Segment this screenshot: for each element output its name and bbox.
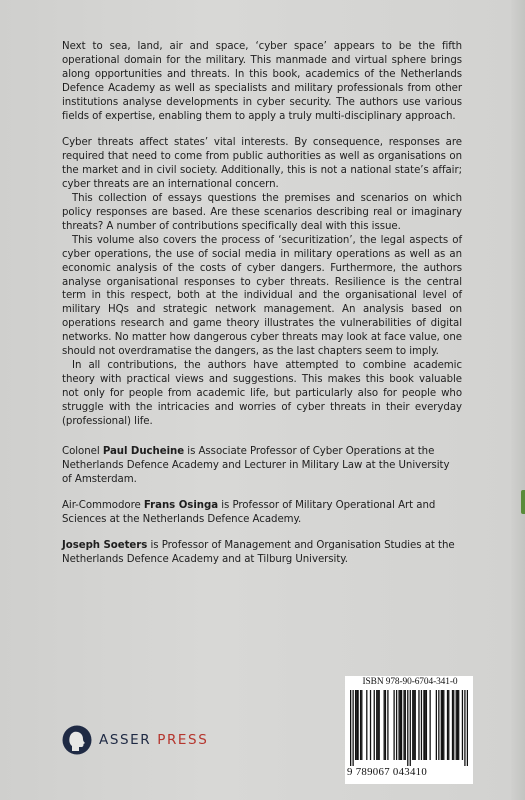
blurb-paragraph-4: This volume also covers the process of ‘securitization’, the legal aspects of cyber operations, the use of social media in military operations as well as an economic analysis of the costs of cyber dangers. Furthermore, the authors analyse organisational responses to cyber threats. Resilience is the central term in this respect, both at the individual and the organisational level of military HQs and strategic network management. An analysis based on operations research and game theory illustrates the vulnerabilities of digital networks. No matter how dangerous cyber threats may look at face value, one should not overdramatise the dangers, as the last chapters seem to imply. (62, 234, 462, 358)
barcode-bar (405, 690, 406, 760)
barcode-bar (356, 690, 357, 760)
barcode-bar (361, 690, 362, 760)
barcode-bar (366, 690, 367, 760)
isbn-label: ISBN 978-90-6704-341-0 (362, 677, 458, 687)
profile-head-logo-icon (62, 725, 92, 755)
barcode-bar (355, 690, 356, 760)
author-name: Joseph Soeters (62, 540, 148, 551)
barcode (350, 690, 468, 766)
barcode-bar (396, 690, 397, 760)
barcode-bar (423, 690, 424, 760)
author-bio-osinga (62, 499, 462, 527)
author-name: Paul Ducheine (102, 446, 185, 458)
barcode-bar (441, 690, 442, 760)
author-bio-ducheine (62, 445, 462, 487)
barcode-bar (379, 690, 380, 760)
barcode-bar (374, 690, 375, 760)
blurb-paragraph-1: Next to sea, land, air and space, ‘cyber space’ appears to be the fifth operational domain for the military. This manmade and virtual sphere brings along opportunities and threats. In this book, academics of the Netherlands Defence Academy as well as specialists and military professionals from other institutions analyse developments in cyber security. The authors use various fields of expertise, enabling them to apply a truly multi-disciplinary approach. (62, 41, 462, 122)
barcode-bar (400, 690, 401, 760)
barcode-bar (425, 690, 426, 760)
blurb-paragraph-3: This collection of essays questions the premises and scenarios on which policy responses are based. Are these scenarios describing real or imaginary threats? A number of contributions specifically deal with this issue. (62, 193, 462, 232)
barcode-bar (447, 690, 448, 760)
spine-color-mark (521, 490, 525, 514)
barcode-bar (464, 690, 465, 766)
barcode-bar (393, 690, 394, 760)
barcode-bar (387, 690, 388, 760)
barcode-bar (401, 690, 402, 760)
isbn-barcode-block (345, 676, 473, 784)
barcode-bar (350, 690, 351, 766)
barcode-digits: 9 789067 043410 (347, 766, 428, 778)
barcode-bar (458, 690, 459, 760)
barcode-bar (456, 690, 457, 760)
barcode-bar (360, 690, 361, 760)
barcode-bar (385, 690, 386, 760)
author-title: Colonel (62, 446, 103, 458)
cover-edge (511, 0, 525, 800)
author-description: is Associate Professor of Cyber Operations at the Netherlands Defence Academy and Lecturer in Military Law at the University of Amsterdam. (62, 446, 450, 486)
publisher-name (99, 732, 208, 748)
barcode-bar (384, 690, 385, 760)
barcode-bar (421, 690, 422, 760)
barcode-bar (398, 690, 399, 760)
barcode-bar (436, 690, 437, 760)
barcode-bar (443, 690, 444, 760)
barcode-bar (426, 690, 427, 760)
barcode-bar (410, 690, 411, 766)
barcode-bar (377, 690, 378, 760)
author-description: is Professor of Military Operational Art and Sciences at the Netherlands Defence Academy. (62, 500, 436, 526)
barcode-bar (448, 690, 449, 760)
barcode-bar (412, 690, 413, 760)
barcode-bar (438, 690, 439, 760)
barcode-bar (413, 690, 414, 760)
barcode-bar (457, 690, 458, 760)
barcode-bar (467, 690, 468, 766)
barcode-bar (376, 690, 377, 760)
author-name: Frans Osinga (143, 500, 219, 512)
barcode-bar (462, 690, 463, 760)
barcode-bar (442, 690, 443, 760)
publisher-mark (62, 724, 208, 756)
barcode-bar (418, 690, 419, 760)
blurb-text (62, 40, 462, 567)
author-bio-soeters (62, 539, 462, 567)
barcode-bar (407, 690, 408, 766)
blurb-paragraph-5: In all contributions, the authors have attempted to combine academic theory with practical views and suggestions. This makes this book valuable not only for people from academic life, but particularly also for people who struggle with the intricacies and worries of cyber threats in their everyday (professional) life. (62, 359, 462, 427)
barcode-bar (352, 690, 353, 766)
author-title: Air-Commodore (62, 500, 144, 512)
barcode-bar (415, 690, 416, 760)
publisher-name-part-2: PRESS (157, 732, 209, 748)
barcode-bar (357, 690, 358, 760)
barcode-bar (453, 690, 454, 760)
blurb-paragraph-2: Cyber threats affect states’ vital interests. By consequence, responses are required that need to come from public authorities as well as organisations on the market and in civil society. Additionally, this is not a national state’s affair; cyber threats are an international concern. (62, 137, 462, 191)
barcode-bar (452, 690, 453, 760)
author-description: is Professor of Management and Organisation Studies at the Netherlands Defence Academy and at Tilburg University. (62, 540, 455, 565)
publisher-name-part-1: ASSER (99, 732, 152, 748)
barcode-bar (370, 690, 371, 760)
barcode-bar (403, 690, 404, 760)
barcode-bar (429, 690, 430, 760)
